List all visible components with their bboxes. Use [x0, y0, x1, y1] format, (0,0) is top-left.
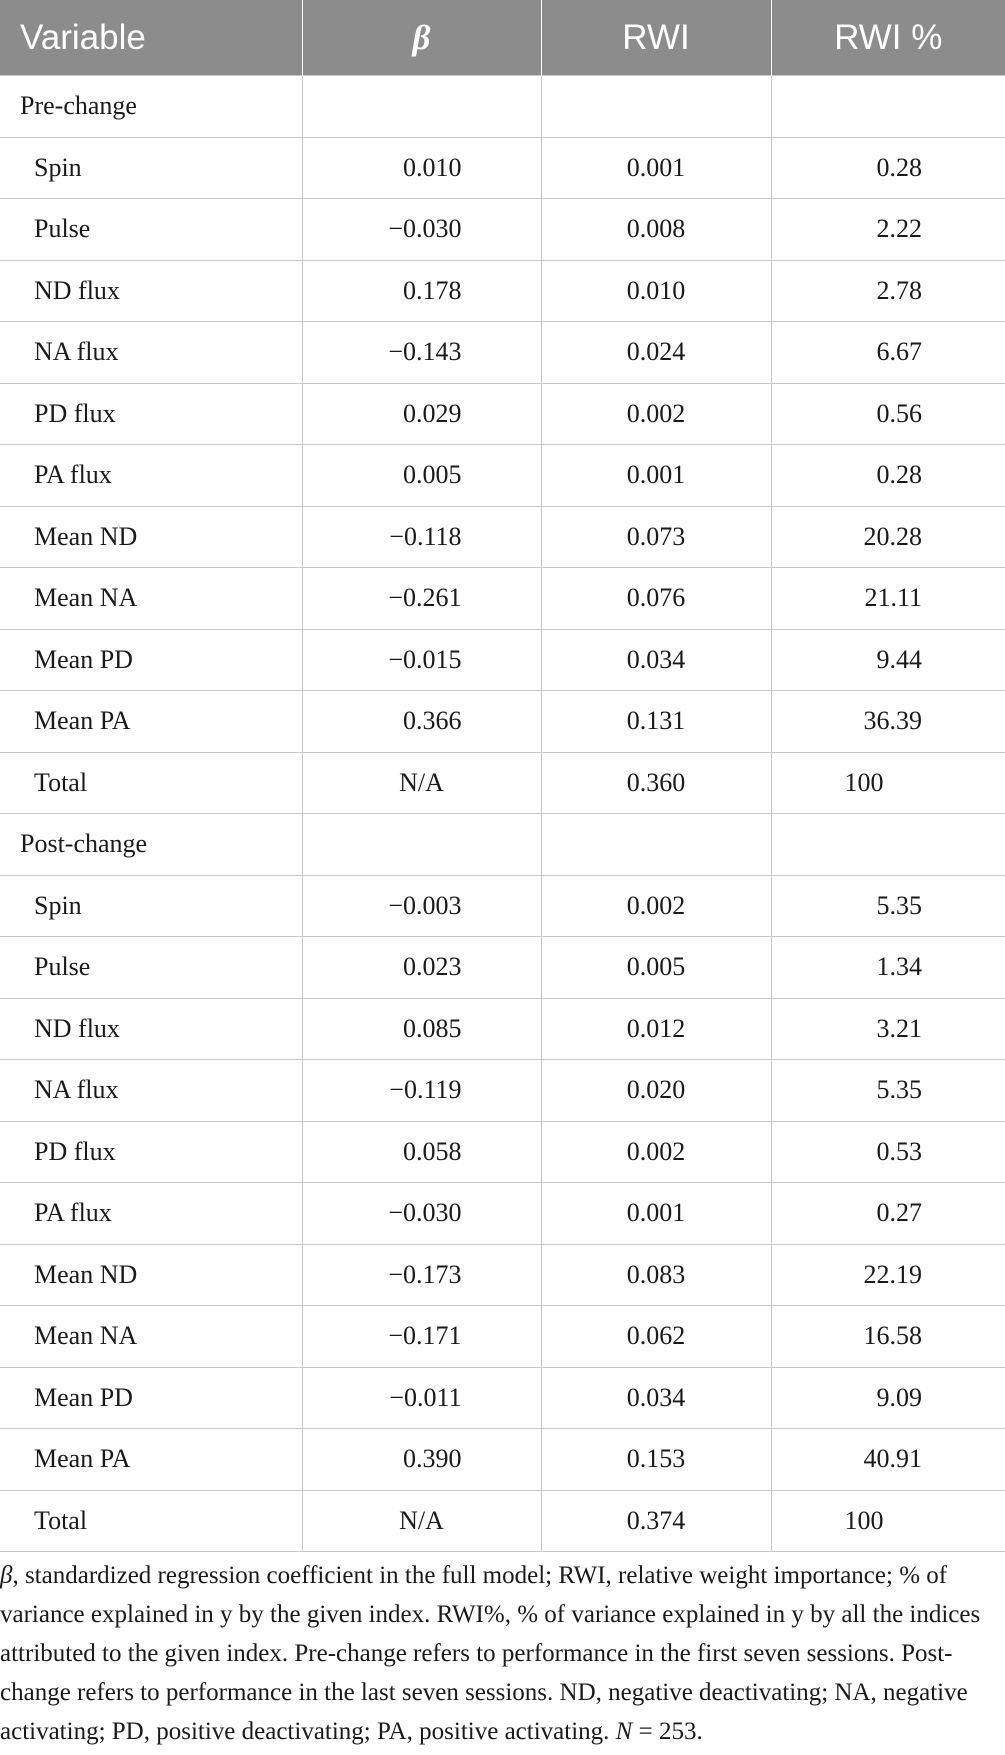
- table-row: [0, 998, 1005, 1060]
- rwi-cell: 0.002: [541, 875, 771, 937]
- header-beta: β: [302, 0, 541, 76]
- beta-cell: −0.173: [302, 1244, 541, 1306]
- table-row: [0, 1121, 1005, 1183]
- table-row: [0, 937, 1005, 999]
- empty-cell: [771, 814, 1005, 876]
- variable-cell: Mean PD: [0, 629, 302, 691]
- rwi-cell: 0.008: [541, 199, 771, 261]
- beta-cell: 0.085: [302, 998, 541, 1060]
- rwi-cell: 0.012: [541, 998, 771, 1060]
- rwi-percent-cell: 2.78: [771, 260, 1005, 322]
- beta-cell: −0.030: [302, 199, 541, 261]
- beta-cell: 0.178: [302, 260, 541, 322]
- rwi-percent-cell: 36.39: [771, 691, 1005, 753]
- rwi-percent-cell: 22.19: [771, 1244, 1005, 1306]
- table-footnote: [0, 1556, 1000, 1751]
- header-rwi: RWI: [541, 0, 771, 76]
- empty-cell: [771, 76, 1005, 138]
- table-row: [0, 691, 1005, 753]
- rwi-cell: 0.083: [541, 1244, 771, 1306]
- beta-cell: −0.143: [302, 322, 541, 384]
- rwi-cell: 0.001: [541, 445, 771, 507]
- rwi-percent-cell: 100: [771, 1490, 1005, 1552]
- beta-cell: −0.030: [302, 1183, 541, 1245]
- rwi-percent-cell: 6.67: [771, 322, 1005, 384]
- table-row: [0, 322, 1005, 384]
- header-variable: Variable: [0, 0, 302, 76]
- beta-cell: 0.023: [302, 937, 541, 999]
- section-label: Pre-change: [0, 76, 302, 138]
- section-row-post-change: [0, 814, 1005, 876]
- beta-cell: −0.118: [302, 506, 541, 568]
- beta-cell: N/A: [302, 752, 541, 814]
- rwi-percent-cell: 20.28: [771, 506, 1005, 568]
- rwi-percent-cell: 9.44: [771, 629, 1005, 691]
- footnote-beta-symbol: β: [0, 1562, 13, 1589]
- table-row: [0, 1367, 1005, 1429]
- rwi-percent-cell: 9.09: [771, 1367, 1005, 1429]
- variable-cell: Mean PA: [0, 1429, 302, 1491]
- variable-cell: Pulse: [0, 199, 302, 261]
- rwi-cell: 0.076: [541, 568, 771, 630]
- beta-cell: 0.010: [302, 137, 541, 199]
- rwi-cell: 0.010: [541, 260, 771, 322]
- table-row: [0, 1244, 1005, 1306]
- rwi-percent-cell: 0.28: [771, 137, 1005, 199]
- rwi-cell: 0.005: [541, 937, 771, 999]
- variable-cell: Mean NA: [0, 1306, 302, 1368]
- footnote-text: , standardized regression coefficient in the full model; RWI, relative weight importance; % of variance explained in y by the given index. RWI%, % of variance explained in y by all the indices attributed to the given index. Pre-change refers to performance in the first seven sessions. Post-change refers to performance in the last seven sessions. ND, negative deactivating; NA, negative activating; PD, positive deactivating; PA, positive activating.: [0, 1562, 981, 1745]
- beta-cell: −0.119: [302, 1060, 541, 1122]
- rwi-percent-cell: 40.91: [771, 1429, 1005, 1491]
- variable-cell: Spin: [0, 137, 302, 199]
- table-row: [0, 383, 1005, 445]
- empty-cell: [541, 76, 771, 138]
- empty-cell: [302, 814, 541, 876]
- variable-cell: Mean NA: [0, 568, 302, 630]
- rwi-cell: 0.034: [541, 629, 771, 691]
- rwi-percent-cell: 16.58: [771, 1306, 1005, 1368]
- table-row: [0, 1060, 1005, 1122]
- variable-cell: ND flux: [0, 260, 302, 322]
- beta-cell: 0.005: [302, 445, 541, 507]
- total-row-post-change: [0, 1490, 1005, 1552]
- rwi-cell: 0.131: [541, 691, 771, 753]
- rwi-cell: 0.002: [541, 383, 771, 445]
- rwi-cell: 0.002: [541, 1121, 771, 1183]
- variable-cell: Total: [0, 752, 302, 814]
- rwi-cell: 0.153: [541, 1429, 771, 1491]
- table-row: [0, 445, 1005, 507]
- variable-cell: PA flux: [0, 445, 302, 507]
- header-rwi-percent: RWI %: [771, 0, 1005, 76]
- beta-cell: N/A: [302, 1490, 541, 1552]
- rwi-percent-cell: 0.53: [771, 1121, 1005, 1183]
- table-row: [0, 629, 1005, 691]
- variable-cell: Total: [0, 1490, 302, 1552]
- footnote-n-symbol: N: [615, 1718, 633, 1745]
- table-row: [0, 568, 1005, 630]
- header-row: [0, 0, 1005, 76]
- beta-cell: 0.366: [302, 691, 541, 753]
- rwi-percent-cell: 1.34: [771, 937, 1005, 999]
- variable-cell: PA flux: [0, 1183, 302, 1245]
- beta-cell: 0.029: [302, 383, 541, 445]
- table-header: [0, 0, 1005, 76]
- variable-cell: Mean ND: [0, 506, 302, 568]
- total-row-pre-change: [0, 752, 1005, 814]
- variable-cell: PD flux: [0, 383, 302, 445]
- empty-cell: [541, 814, 771, 876]
- table-row: [0, 260, 1005, 322]
- rwi-percent-cell: 21.11: [771, 568, 1005, 630]
- variable-cell: NA flux: [0, 1060, 302, 1122]
- rwi-cell: 0.020: [541, 1060, 771, 1122]
- rwi-percent-cell: 0.56: [771, 383, 1005, 445]
- table-row: [0, 199, 1005, 261]
- rwi-cell: 0.374: [541, 1490, 771, 1552]
- footnote-n-value: = 253.: [632, 1718, 703, 1745]
- rwi-percent-cell: 100: [771, 752, 1005, 814]
- empty-cell: [302, 76, 541, 138]
- rwi-percent-cell: 2.22: [771, 199, 1005, 261]
- rwi-percent-cell: 5.35: [771, 875, 1005, 937]
- beta-cell: −0.015: [302, 629, 541, 691]
- beta-cell: 0.390: [302, 1429, 541, 1491]
- variable-cell: Spin: [0, 875, 302, 937]
- table-row: [0, 137, 1005, 199]
- variable-cell: ND flux: [0, 998, 302, 1060]
- variable-cell: PD flux: [0, 1121, 302, 1183]
- variable-cell: Pulse: [0, 937, 302, 999]
- variable-cell: Mean ND: [0, 1244, 302, 1306]
- rwi-cell: 0.024: [541, 322, 771, 384]
- beta-cell: −0.003: [302, 875, 541, 937]
- variable-cell: Mean PD: [0, 1367, 302, 1429]
- table-row: [0, 875, 1005, 937]
- variable-cell: NA flux: [0, 322, 302, 384]
- variable-cell: Mean PA: [0, 691, 302, 753]
- section-row-pre-change: [0, 76, 1005, 138]
- rwi-percent-cell: 0.27: [771, 1183, 1005, 1245]
- rwi-percent-cell: 3.21: [771, 998, 1005, 1060]
- rwi-cell: 0.034: [541, 1367, 771, 1429]
- beta-cell: 0.058: [302, 1121, 541, 1183]
- table-row: [0, 1429, 1005, 1491]
- rwi-percent-cell: 0.28: [771, 445, 1005, 507]
- rwi-percent-cell: 5.35: [771, 1060, 1005, 1122]
- section-label: Post-change: [0, 814, 302, 876]
- table-row: [0, 506, 1005, 568]
- beta-cell: −0.011: [302, 1367, 541, 1429]
- table-row: [0, 1306, 1005, 1368]
- rwi-cell: 0.001: [541, 137, 771, 199]
- rwi-cell: 0.073: [541, 506, 771, 568]
- table-row: [0, 1183, 1005, 1245]
- table-body: [0, 76, 1005, 1552]
- beta-cell: −0.171: [302, 1306, 541, 1368]
- rwi-cell: 0.360: [541, 752, 771, 814]
- rwi-cell: 0.001: [541, 1183, 771, 1245]
- beta-cell: −0.261: [302, 568, 541, 630]
- rwi-cell: 0.062: [541, 1306, 771, 1368]
